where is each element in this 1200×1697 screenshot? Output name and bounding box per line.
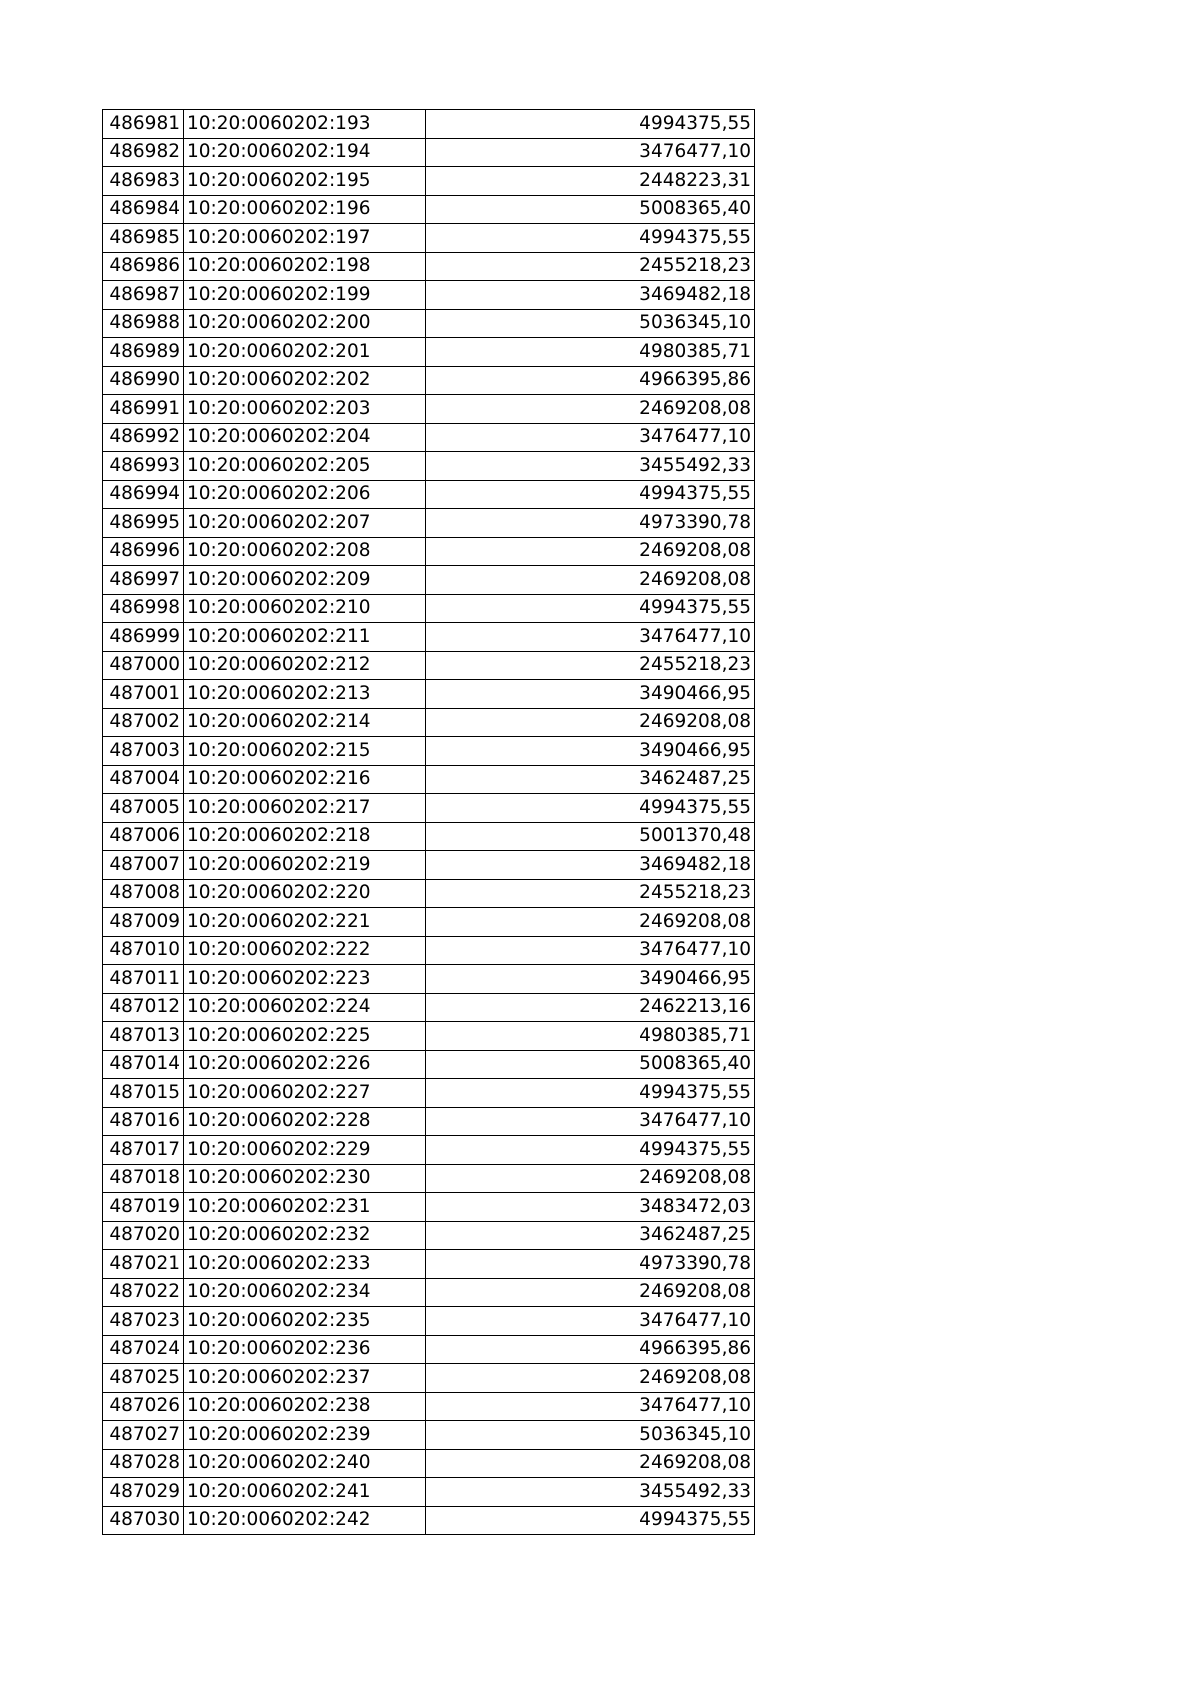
cadastral-number-cell: 10:20:0060202:197 <box>184 224 426 253</box>
value-cell: 4966395,86 <box>426 1335 755 1364</box>
row-number-cell: 487011 <box>103 965 184 994</box>
cadastral-number-cell: 10:20:0060202:223 <box>184 965 426 994</box>
table-row <box>103 1164 755 1193</box>
row-number-cell: 487007 <box>103 851 184 880</box>
row-number-cell: 487019 <box>103 1193 184 1222</box>
row-number-cell: 486982 <box>103 138 184 167</box>
value-cell: 3483472,03 <box>426 1193 755 1222</box>
cadastral-number-cell: 10:20:0060202:230 <box>184 1164 426 1193</box>
table-row <box>103 1421 755 1450</box>
row-number-cell: 487003 <box>103 737 184 766</box>
cadastral-number-cell: 10:20:0060202:204 <box>184 423 426 452</box>
row-number-cell: 487009 <box>103 908 184 937</box>
cadastral-number-cell: 10:20:0060202:207 <box>184 509 426 538</box>
value-cell: 2469208,08 <box>426 395 755 424</box>
table-row <box>103 993 755 1022</box>
value-cell: 3476477,10 <box>426 623 755 652</box>
value-cell: 5036345,10 <box>426 309 755 338</box>
cadastral-number-cell: 10:20:0060202:194 <box>184 138 426 167</box>
table-body <box>103 110 755 1535</box>
cadastral-number-cell: 10:20:0060202:212 <box>184 651 426 680</box>
cadastral-number-cell: 10:20:0060202:238 <box>184 1392 426 1421</box>
value-cell: 2469208,08 <box>426 1278 755 1307</box>
value-cell: 3455492,33 <box>426 452 755 481</box>
cadastral-number-cell: 10:20:0060202:241 <box>184 1478 426 1507</box>
cadastral-number-cell: 10:20:0060202:236 <box>184 1335 426 1364</box>
value-cell: 4994375,55 <box>426 480 755 509</box>
table-row <box>103 623 755 652</box>
row-number-cell: 487022 <box>103 1278 184 1307</box>
table-row <box>103 195 755 224</box>
table-row <box>103 537 755 566</box>
value-cell: 5036345,10 <box>426 1421 755 1450</box>
value-cell: 4994375,55 <box>426 1136 755 1165</box>
value-cell: 2469208,08 <box>426 537 755 566</box>
table-row <box>103 936 755 965</box>
row-number-cell: 487018 <box>103 1164 184 1193</box>
value-cell: 3469482,18 <box>426 281 755 310</box>
cadastral-number-cell: 10:20:0060202:201 <box>184 338 426 367</box>
table-row <box>103 1221 755 1250</box>
row-number-cell: 486993 <box>103 452 184 481</box>
table-row <box>103 1050 755 1079</box>
row-number-cell: 487030 <box>103 1506 184 1535</box>
row-number-cell: 486987 <box>103 281 184 310</box>
value-cell: 4994375,55 <box>426 594 755 623</box>
table-row <box>103 224 755 253</box>
value-cell: 4966395,86 <box>426 366 755 395</box>
value-cell: 2462213,16 <box>426 993 755 1022</box>
value-cell: 4994375,55 <box>426 224 755 253</box>
table-row <box>103 138 755 167</box>
table-row <box>103 167 755 196</box>
table-row <box>103 1250 755 1279</box>
table-row <box>103 309 755 338</box>
data-table <box>102 109 755 1535</box>
table-row <box>103 480 755 509</box>
value-cell: 4973390,78 <box>426 1250 755 1279</box>
cadastral-number-cell: 10:20:0060202:239 <box>184 1421 426 1450</box>
row-number-cell: 486984 <box>103 195 184 224</box>
cadastral-number-cell: 10:20:0060202:220 <box>184 879 426 908</box>
value-cell: 4994375,55 <box>426 1506 755 1535</box>
row-number-cell: 487026 <box>103 1392 184 1421</box>
table-row <box>103 452 755 481</box>
cadastral-number-cell: 10:20:0060202:222 <box>184 936 426 965</box>
cadastral-number-cell: 10:20:0060202:219 <box>184 851 426 880</box>
value-cell: 2455218,23 <box>426 879 755 908</box>
table-row <box>103 566 755 595</box>
table-row <box>103 1506 755 1535</box>
row-number-cell: 486986 <box>103 252 184 281</box>
row-number-cell: 486981 <box>103 110 184 139</box>
cadastral-number-cell: 10:20:0060202:218 <box>184 822 426 851</box>
value-cell: 3462487,25 <box>426 1221 755 1250</box>
cadastral-number-cell: 10:20:0060202:213 <box>184 680 426 709</box>
value-cell: 5001370,48 <box>426 822 755 851</box>
table-row <box>103 908 755 937</box>
cadastral-number-cell: 10:20:0060202:210 <box>184 594 426 623</box>
value-cell: 2469208,08 <box>426 566 755 595</box>
cadastral-number-cell: 10:20:0060202:211 <box>184 623 426 652</box>
cadastral-number-cell: 10:20:0060202:227 <box>184 1079 426 1108</box>
row-number-cell: 486988 <box>103 309 184 338</box>
row-number-cell: 486997 <box>103 566 184 595</box>
row-number-cell: 486998 <box>103 594 184 623</box>
cadastral-number-cell: 10:20:0060202:233 <box>184 1250 426 1279</box>
row-number-cell: 487015 <box>103 1079 184 1108</box>
row-number-cell: 487013 <box>103 1022 184 1051</box>
cadastral-number-cell: 10:20:0060202:217 <box>184 794 426 823</box>
row-number-cell: 486992 <box>103 423 184 452</box>
row-number-cell: 487020 <box>103 1221 184 1250</box>
table-row <box>103 338 755 367</box>
table-row <box>103 1478 755 1507</box>
value-cell: 3476477,10 <box>426 423 755 452</box>
table-row <box>103 708 755 737</box>
value-cell: 4973390,78 <box>426 509 755 538</box>
row-number-cell: 487004 <box>103 765 184 794</box>
cadastral-number-cell: 10:20:0060202:209 <box>184 566 426 595</box>
cadastral-number-cell: 10:20:0060202:226 <box>184 1050 426 1079</box>
table-row <box>103 879 755 908</box>
table-row <box>103 1364 755 1393</box>
cadastral-number-cell: 10:20:0060202:199 <box>184 281 426 310</box>
value-cell: 3469482,18 <box>426 851 755 880</box>
cadastral-number-cell: 10:20:0060202:205 <box>184 452 426 481</box>
cadastral-number-cell: 10:20:0060202:242 <box>184 1506 426 1535</box>
cadastral-number-cell: 10:20:0060202:228 <box>184 1107 426 1136</box>
row-number-cell: 486991 <box>103 395 184 424</box>
value-cell: 2455218,23 <box>426 651 755 680</box>
cadastral-number-cell: 10:20:0060202:225 <box>184 1022 426 1051</box>
value-cell: 3490466,95 <box>426 737 755 766</box>
row-number-cell: 486989 <box>103 338 184 367</box>
table-row <box>103 1278 755 1307</box>
table-row <box>103 281 755 310</box>
cadastral-number-cell: 10:20:0060202:196 <box>184 195 426 224</box>
value-cell: 2469208,08 <box>426 1449 755 1478</box>
table-row <box>103 1136 755 1165</box>
row-number-cell: 487010 <box>103 936 184 965</box>
cadastral-number-cell: 10:20:0060202:234 <box>184 1278 426 1307</box>
table-row <box>103 252 755 281</box>
row-number-cell: 486999 <box>103 623 184 652</box>
cadastral-number-cell: 10:20:0060202:214 <box>184 708 426 737</box>
row-number-cell: 487012 <box>103 993 184 1022</box>
row-number-cell: 487008 <box>103 879 184 908</box>
table-row <box>103 423 755 452</box>
cadastral-number-cell: 10:20:0060202:221 <box>184 908 426 937</box>
cadastral-number-cell: 10:20:0060202:229 <box>184 1136 426 1165</box>
value-cell: 3476477,10 <box>426 1307 755 1336</box>
table-row <box>103 851 755 880</box>
cadastral-number-cell: 10:20:0060202:235 <box>184 1307 426 1336</box>
table-row <box>103 1335 755 1364</box>
value-cell: 4994375,55 <box>426 794 755 823</box>
cadastral-number-cell: 10:20:0060202:240 <box>184 1449 426 1478</box>
table-row <box>103 765 755 794</box>
row-number-cell: 486996 <box>103 537 184 566</box>
cadastral-number-cell: 10:20:0060202:198 <box>184 252 426 281</box>
table-row <box>103 395 755 424</box>
value-cell: 3476477,10 <box>426 936 755 965</box>
row-number-cell: 487016 <box>103 1107 184 1136</box>
row-number-cell: 487023 <box>103 1307 184 1336</box>
row-number-cell: 487006 <box>103 822 184 851</box>
row-number-cell: 487024 <box>103 1335 184 1364</box>
table-row <box>103 651 755 680</box>
row-number-cell: 487001 <box>103 680 184 709</box>
table-row <box>103 509 755 538</box>
table-row <box>103 822 755 851</box>
value-cell: 3490466,95 <box>426 965 755 994</box>
cadastral-number-cell: 10:20:0060202:237 <box>184 1364 426 1393</box>
table-row <box>103 965 755 994</box>
table-row <box>103 1079 755 1108</box>
value-cell: 4980385,71 <box>426 1022 755 1051</box>
value-cell: 2455218,23 <box>426 252 755 281</box>
cadastral-number-cell: 10:20:0060202:206 <box>184 480 426 509</box>
value-cell: 2469208,08 <box>426 1164 755 1193</box>
table-row <box>103 1307 755 1336</box>
row-number-cell: 487014 <box>103 1050 184 1079</box>
value-cell: 2469208,08 <box>426 708 755 737</box>
table-row <box>103 1449 755 1478</box>
row-number-cell: 487000 <box>103 651 184 680</box>
cadastral-number-cell: 10:20:0060202:216 <box>184 765 426 794</box>
cadastral-number-cell: 10:20:0060202:224 <box>184 993 426 1022</box>
cadastral-number-cell: 10:20:0060202:215 <box>184 737 426 766</box>
table-row <box>103 110 755 139</box>
cadastral-number-cell: 10:20:0060202:232 <box>184 1221 426 1250</box>
row-number-cell: 486990 <box>103 366 184 395</box>
cadastral-number-cell: 10:20:0060202:200 <box>184 309 426 338</box>
table-row <box>103 737 755 766</box>
row-number-cell: 487017 <box>103 1136 184 1165</box>
table-row <box>103 680 755 709</box>
row-number-cell: 486994 <box>103 480 184 509</box>
row-number-cell: 487029 <box>103 1478 184 1507</box>
cadastral-number-cell: 10:20:0060202:193 <box>184 110 426 139</box>
row-number-cell: 487028 <box>103 1449 184 1478</box>
row-number-cell: 486983 <box>103 167 184 196</box>
row-number-cell: 487005 <box>103 794 184 823</box>
value-cell: 3490466,95 <box>426 680 755 709</box>
value-cell: 4994375,55 <box>426 1079 755 1108</box>
cadastral-number-cell: 10:20:0060202:231 <box>184 1193 426 1222</box>
value-cell: 5008365,40 <box>426 1050 755 1079</box>
cadastral-number-cell: 10:20:0060202:202 <box>184 366 426 395</box>
value-cell: 4980385,71 <box>426 338 755 367</box>
value-cell: 5008365,40 <box>426 195 755 224</box>
value-cell: 3476477,10 <box>426 1107 755 1136</box>
row-number-cell: 487002 <box>103 708 184 737</box>
cadastral-number-cell: 10:20:0060202:195 <box>184 167 426 196</box>
table-row <box>103 594 755 623</box>
table-row <box>103 1193 755 1222</box>
table-row <box>103 1107 755 1136</box>
value-cell: 2448223,31 <box>426 167 755 196</box>
value-cell: 3476477,10 <box>426 1392 755 1421</box>
cadastral-number-cell: 10:20:0060202:208 <box>184 537 426 566</box>
value-cell: 2469208,08 <box>426 1364 755 1393</box>
table-row <box>103 1392 755 1421</box>
table-row <box>103 366 755 395</box>
table-row <box>103 1022 755 1051</box>
row-number-cell: 487025 <box>103 1364 184 1393</box>
value-cell: 2469208,08 <box>426 908 755 937</box>
value-cell: 3462487,25 <box>426 765 755 794</box>
value-cell: 4994375,55 <box>426 110 755 139</box>
value-cell: 3455492,33 <box>426 1478 755 1507</box>
row-number-cell: 487021 <box>103 1250 184 1279</box>
table-row <box>103 794 755 823</box>
row-number-cell: 486995 <box>103 509 184 538</box>
row-number-cell: 487027 <box>103 1421 184 1450</box>
value-cell: 3476477,10 <box>426 138 755 167</box>
cadastral-number-cell: 10:20:0060202:203 <box>184 395 426 424</box>
row-number-cell: 486985 <box>103 224 184 253</box>
